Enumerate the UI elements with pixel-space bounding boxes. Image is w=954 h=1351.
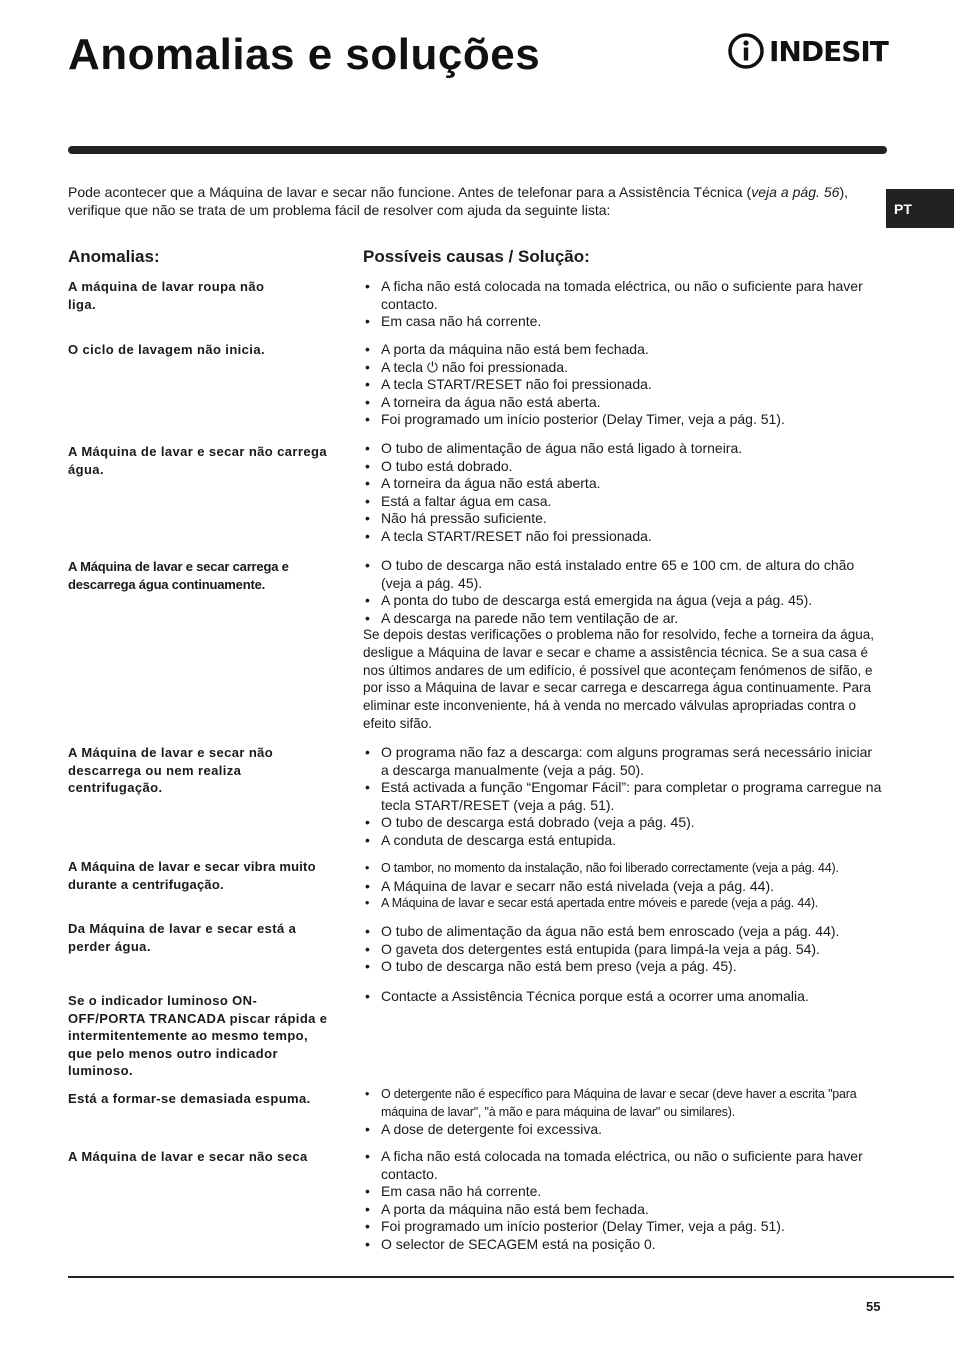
cause-item: • O gaveta dos detergentes está entupida (para limpá-la veja a pág. 54). bbox=[363, 941, 883, 959]
causes-list bbox=[363, 988, 883, 1006]
anomaly-label: O ciclo de lavagem não inicia. bbox=[68, 342, 265, 357]
cause-item: • O tubo de descarga não está bem preso (veja a pág. 45). bbox=[363, 958, 883, 976]
cause-item: • A torneira da água não está aberta. bbox=[363, 394, 883, 412]
causes-list bbox=[363, 860, 883, 913]
cause-item: • A ficha não está colocada na tomada eléctrica, ou não o suficiente para haver contacto. bbox=[363, 278, 883, 313]
intro-text-b: ), verifique que não se trata de um problema fácil de resolver com ajuda da seguinte lista: bbox=[68, 184, 848, 218]
cause-item: • Foi programado um início posterior (Delay Timer, veja a pág. 51). bbox=[363, 1218, 883, 1236]
causes-list bbox=[363, 278, 883, 331]
cause-item: • O tubo de descarga não está instalado entre 65 e 100 cm. de altura do chão (veja a pág. 45). bbox=[363, 557, 883, 592]
brand-name: INDESIT bbox=[769, 34, 888, 68]
cause-item: • A tecla START/RESET não foi pressionada. bbox=[363, 376, 883, 394]
intro-ref: veja a pág. 56 bbox=[751, 184, 840, 200]
anomaly-label: A Máquina de lavar e secar não descarrega ou nem realiza centrifugação. bbox=[68, 745, 274, 795]
cause-item: • A porta da máquina não está bem fechada. bbox=[363, 1201, 883, 1219]
cause-item: • A tecla START/RESET não foi pressionada. bbox=[363, 528, 883, 546]
cause-item: • O selector de SECAGEM está na posição 0. bbox=[363, 1236, 883, 1254]
cause-item: • Foi programado um início posterior (Delay Timer, veja a pág. 51). bbox=[363, 411, 883, 429]
siphon-note: Se depois destas verificações o problema não for resolvido, feche a torneira da água, desligue a Máquina de lavar e secar e chame a assistência técnica. Se a sua casa é nos últimos andares de um edifício, é possível que aconteçam fenómenos de sifão, e por isso a Máquina de lavar e secar carrega e descarrega água continuamente. Para eliminar este inconveniente, há à venda no mercado válvulas apropriadas contra o efeito sifão. bbox=[363, 627, 875, 731]
causes-list bbox=[363, 744, 883, 849]
cause-item: • A ponta do tubo de descarga está emergida na água (veja a pág. 45). bbox=[363, 592, 883, 610]
cause-item: • A Máquina de lavar e secarr não está nivelada (veja a pág. 44). bbox=[363, 878, 883, 896]
causes-list bbox=[363, 923, 883, 976]
anomaly-label: Se o indicador luminoso ON-OFF/PORTA TRANCADA piscar rápida e intermitentemente ao mesmo tempo, que pelo menos outro indicador luminoso. bbox=[68, 993, 328, 1078]
cause-item: • A ficha não está colocada na tomada eléctrica, ou não o suficiente para haver contacto. bbox=[363, 1148, 883, 1183]
cause-item: • Em casa não há corrente. bbox=[363, 313, 883, 331]
anomaly-label: A Máquina de lavar e secar carrega e descarrega água continuamente. bbox=[68, 559, 289, 592]
intro-paragraph bbox=[68, 183, 848, 219]
causes-heading: Possíveis causas / Solução: bbox=[363, 247, 590, 266]
cause-item: • Não há pressão suficiente. bbox=[363, 510, 883, 528]
cause-item: • A descarga na parede não tem ventilação de ar. bbox=[363, 610, 883, 628]
cause-item: • O tubo de alimentação da água não está bem enroscado (veja a pág. 44). bbox=[363, 923, 883, 941]
causes-list bbox=[363, 440, 883, 545]
causes-list bbox=[363, 341, 883, 429]
language-tab: PT bbox=[886, 189, 954, 228]
cause-item: • Contacte a Assistência Técnica porque está a ocorrer uma anomalia. bbox=[363, 988, 883, 1006]
cause-item: • O tubo de descarga está dobrado (veja a pág. 45). bbox=[363, 814, 883, 832]
cause-item: • A torneira da água não está aberta. bbox=[363, 475, 883, 493]
anomaly-label: A Máquina de lavar e secar não seca bbox=[68, 1149, 308, 1164]
anomaly-label: Está a formar-se demasiada espuma. bbox=[68, 1091, 311, 1106]
anomaly-label: A máquina de lavar roupa não liga. bbox=[68, 279, 265, 312]
indesit-i-icon bbox=[727, 32, 765, 70]
cause-item: • A tecla ⏻ não foi pressionada. bbox=[363, 359, 883, 377]
cause-item: • Está activada a função “Engomar Fácil”: para completar o programa carregue na tecla START/RESET (veja a pág. 51). bbox=[363, 779, 883, 814]
cause-item: • A dose de detergente foi excessiva. bbox=[363, 1121, 883, 1139]
causes-list bbox=[363, 1148, 883, 1253]
cause-item: • A porta da máquina não está bem fechada. bbox=[363, 341, 883, 359]
anomaly-label: Da Máquina de lavar e secar está a perder água. bbox=[68, 921, 297, 954]
page-title: Anomalias e soluções bbox=[68, 30, 541, 79]
cause-item: • Em casa não há corrente. bbox=[363, 1183, 883, 1201]
cause-item: • O tubo de alimentação de água não está ligado à torneira. bbox=[363, 440, 883, 458]
causes-list bbox=[363, 557, 883, 627]
cause-item: • A conduta de descarga está entupida. bbox=[363, 832, 883, 850]
brand-logo bbox=[727, 32, 888, 70]
anomalies-heading: Anomalias: bbox=[68, 247, 160, 266]
cause-item: • O detergente não é específico para Máquina de lavar e secar (deve haver a escrita "para máquina de lavar", "à mão e para máquina de lavar" ou similares). bbox=[363, 1086, 883, 1121]
causes-list bbox=[363, 1086, 883, 1139]
cause-item: • A Máquina de lavar e secar está apertada entre móveis e parede (veja a pág. 44). bbox=[363, 895, 883, 913]
intro-text-a: Pode acontecer que a Máquina de lavar e secar não funcione. Antes de telefonar para a Assistência Técnica ( bbox=[68, 184, 752, 200]
cause-item: • O tambor, no momento da instalação, não foi liberado correctamente (veja a pág. 44). bbox=[363, 860, 883, 878]
anomaly-label: A Máquina de lavar e secar não carrega água. bbox=[68, 444, 327, 477]
cause-item: • O programa não faz a descarga: com alguns programas será necessário iniciar a descarga manualmente (veja a pág. 50). bbox=[363, 744, 883, 779]
cause-item: • O tubo está dobrado. bbox=[363, 458, 883, 476]
footer-divider bbox=[68, 1276, 954, 1278]
anomaly-label: A Máquina de lavar e secar vibra muito durante a centrifugação. bbox=[68, 859, 316, 892]
cause-item: • Está a faltar água em casa. bbox=[363, 493, 883, 511]
page-number: 55 bbox=[866, 1299, 881, 1314]
title-divider bbox=[68, 146, 887, 154]
